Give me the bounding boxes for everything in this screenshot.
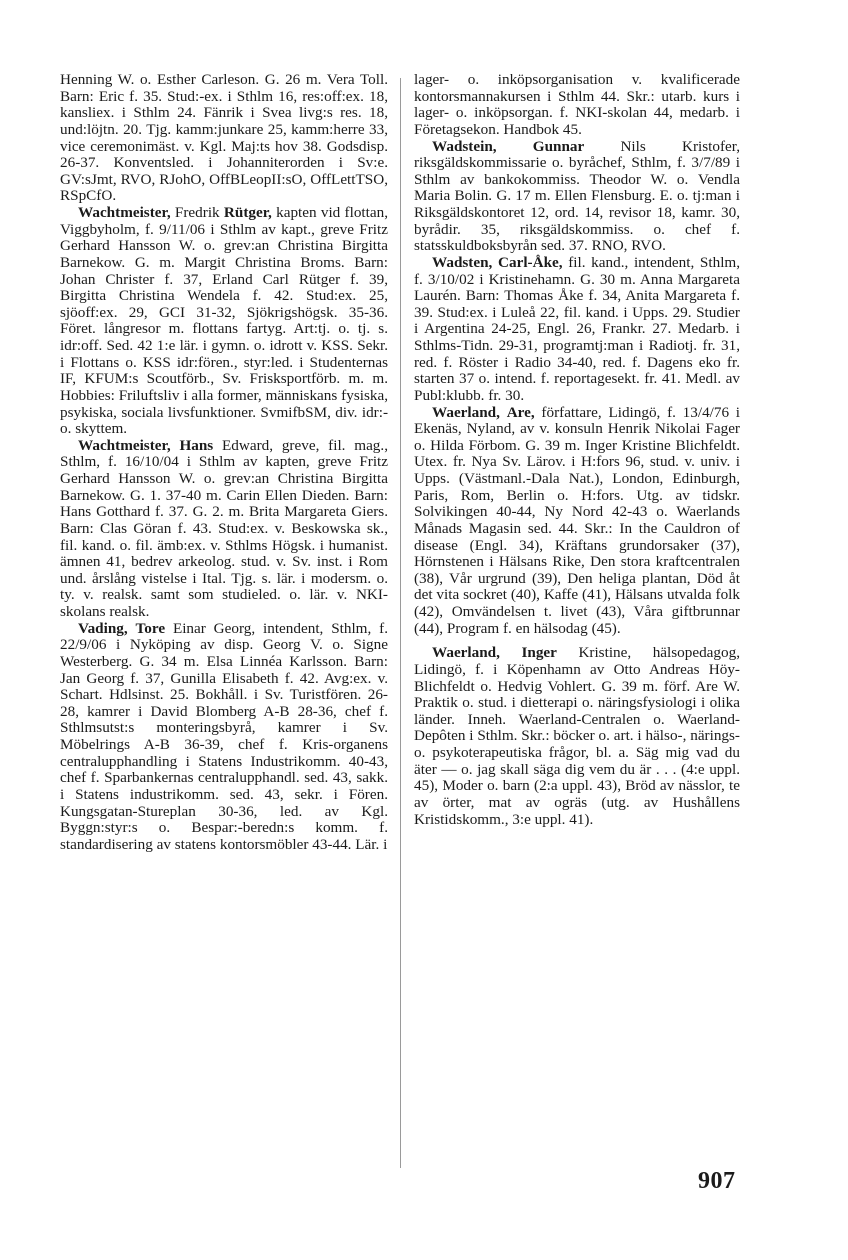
entry-given-name: Fredrik xyxy=(174,204,220,221)
entry-surname: Waerland, xyxy=(432,403,500,421)
left-column xyxy=(60,72,388,853)
entry-text: lager- o. inköpsorganisation v. kvalificerade kontorsmannakursen i Sthlm 44. Skr.: utarb. kurs i lager- o. inköpsorgan. f. NKI-skolan 44, medarb. i Företagsekon. Handbok 45. xyxy=(414,71,740,138)
column-divider xyxy=(400,78,401,1168)
entry-surname: Wachtmeister, xyxy=(78,204,171,221)
entry-call-name: Inger xyxy=(521,644,557,662)
entry-continuation xyxy=(414,72,740,139)
entry-text: fil. kand., intendent, Sthlm, f. 3/10/02 i Kristinehamn. G. 30 m. Anna Margareta Laurén. Barn: Thomas Åke f. 34, Anita Margareta f. 39. Stud:ex. i Luleå 22, fil. kand. i Upps. 29. Studier i Argentina 24-25, Engl. 26, Frankr. 27. Medarb. i Sthlms-Tidn. 29-31, programtj:man i Radiotj. fr. 31, red. f. Röster i Radio 34-40, red. f. Dagens eko fr. starten 37 o. intend. f. reportagesekt. fr. 41. Medl. av Publ:klubb. fr. 30. xyxy=(414,253,741,404)
entry-text: Einar Georg, intendent, Sthlm, f. 22/9/06 i Nyköping av disp. Georg V. o. Signe Westerberg. G. 34 m. Elsa Linnéa Karlsson. Barn: Jan Georg f. 37, Gunilla Elisabeth f. 42. Avg:ex. v. Schart. Hdlsinst. 25. Bokhåll. i Sv. Turistfören. 26-28, kamrer i David Blomberg A-B 28-36, chef f. Sthlmsutst:s monteringsbyrå, kamrer i Sv. Möbelrings A-B 36-39, chef f. Kris-organens centralupphandling i Statens Industrikomm. 40-43, chef f. Sparbankernas centralupphandl. sed. 43, sakk. i Statens industrikomm. sed. 43, sekr. i Fören. Kungsgatan-Stureplan 30-36, led. av Kgl. Byggn:styr:s o. Bespar:-beredn:s komm. f. standardisering av statens kontorsmöbler 43-44. Lär. i xyxy=(60,619,388,853)
page-number: 907 xyxy=(698,1168,736,1194)
entry-surname: Wadstein, xyxy=(432,137,497,155)
entry-surname: Vading, xyxy=(78,619,128,637)
entry-wachtmeister-rutger xyxy=(60,205,388,438)
entry-wadstein-gunnar xyxy=(414,139,740,255)
entry-call-name: Hans xyxy=(179,436,214,454)
entry-call-name: Gunnar xyxy=(532,137,585,155)
entry-vading-tore xyxy=(60,621,388,854)
entry-text: Henning W. o. Esther Carleson. G. 26 m. Vera Toll. Barn: Eric f. 35. Stud:-ex. i Sthlm 16, res:off:ex. 18, kansliex. i Sthlm 24. Fänrik i Svea livg:s res. 18, und:löjtn. 20. Tjg. kamm:junkare 25, kamm:herre 33, vice ceremonimäst. v. Kgl. Maj:ts hov 38. Godsdisp. 26-37. Konventsled. i Johanniterorden i Sv:e. GV:sJmt, RVO, RJohO, OffBLeopII:sO, OffLettTSO, RSpCfO. xyxy=(60,71,388,205)
entry-surname: Wadsten, xyxy=(432,253,493,271)
entry-call-name: Carl-Åke, xyxy=(498,253,563,271)
entry-call-name: Tore xyxy=(135,619,166,637)
entry-text: Nils Kristofer, riksgäldskommissarie o. byråchef, Sthlm, f. 3/7/89 i Sthlm av bankokommiss. Theodor W. o. Vendla Maria Bolin. G. 17 m. Ellen Flensburg. E. o. tj:man i Riksgäldskontoret 12, ord. 14, revisor 18, kamr. 30, byrådir. 35, riksgäldskommiss. o. chef f. statsskuldboksbyrån sed. 37. RNO, RVO. xyxy=(414,137,740,255)
entry-continuation xyxy=(60,72,388,205)
right-column xyxy=(414,72,740,828)
entry-wachtmeister-hans xyxy=(60,438,388,621)
entry-waerland-are xyxy=(414,405,740,638)
entry-wadsten-carl-ake xyxy=(414,255,740,405)
entry-call-name: Are, xyxy=(506,403,535,421)
entry-text: Edward, greve, fil. mag., Sthlm, f. 16/10/04 i Sthlm av kapten, greve Fritz Gerhard Hansson W. o. grev:an Christina Birgitta Barnekow. G. 1. 37-40 m. Carin Ellen Dieden. Barn: Hans Gotthard f. 37. G. 2. m. Brita Margareta Giers. Barn: Clas Göran f. 43. Stud:ex. v. Beskowska sk., fil. kand. o. fil. ämb:ex. v. Sthlms Högsk. i humanist. ämnen 41, bedrev arkeolog. stud. v. Sv. inst. i Rom und. årslång vistelse i Ital. Tjg. s. lär. i modersm. o. ty. v. realsk. samt som studieled. o. lär. v. NKI-skolans realsk. xyxy=(60,436,388,620)
entry-waerland-inger xyxy=(414,645,740,828)
entry-text: författare, Lidingö, f. 13/4/76 i Ekenäs, Nyland, av v. konsuln Henrik Nikolai Fager o. Hilda Förbom. G. 39 m. Inger Kristine Blichfeldt. Utex. fr. Nya Sv. Lärov. i H:fors 96, stud. v. univ. i Upps. (Västmanl.-Dala Nat.), London, Edinburgh, Paris, Rom, Berlin o. H:fors. Utg. av tidskr. Solvikingen 40-44, Ny Nord 42-43 o. Waerlands Månads Magasin sed. 44. Skr.: In the Cauldron of disease (Engl. 34), Kräftans grundorsaker (37), Hörnstenen i Hälsans Rike, Den stora kraftcentralen (38), Vår urgrund (39), Den heliga plantan, Död åt det vita sockret (40), Kaffe (41), Hälsans utvalda folk (42), Omvändelsen t. livet (43), Våra giftbrunnar (44), Program f. en hälsodag (45). xyxy=(414,403,741,637)
entry-surname: Waerland, xyxy=(432,644,500,662)
entry-surname: Wachtmeister, xyxy=(78,436,171,454)
entry-call-name: Rütger, xyxy=(223,204,272,221)
entry-text: kapten vid flottan, Viggbyholm, f. 9/11/06 i Sthlm av kapt., greve Fritz Gerhard Hansson W. o. grev:an Christina Birgitta Barnekow. G. m. Margit Christina Broms. Barn: Johan Christer f. 37, Erland Carl Rütger f. 39, Birgitta Christina Wendela f. 42. Stud:ex. 25, sjöoff:ex. 29, GCI 31-32, Sjökrigshögsk. 35-36. Föret. långresor m. flottans fartyg. Art:tj. o. tj. s. idr:off. Sed. 42 1:e lär. i gymn. o. idrott v. KSS. Sekr. i Flottans o. KSS idr:fören., styr:led. i Studenternas IF, KFUM:s Scoutförb., Sv. Frisksportförb. m. m. Hobbies: Friluftsliv i alla former, människans fysiska, psykiska, sociala livsfunktioner. SvmifbSM, div. idr:- o. skyttem. xyxy=(60,204,388,438)
entry-text: Kristine, hälsopedagog, Lidingö, f. i Köpenhamn av Otto Andreas Höy-Blichfeldt o. Hedvig Vohlert. G. 39 m. förf. Are W. Praktik o. stud. i dietterapi o. näringsfysiologi i olika länder. Inneh. Waerland-Centralen o. Waerland-Depôten i Sthlm. Skr.: böcker o. art. i hälso-, närings- o. psykoterapeutiska frågor, bl. a. Säg mig vad du äter — o. jag skall säga dig vem du är . . . (4:e uppl. 45), Moder o. barn (2:a uppl. 43), Bröd av nässlor, te av örter, mat av ogräs (utg. av Hushållens Kristidskomm., 3:e uppl. 41). xyxy=(414,644,740,828)
